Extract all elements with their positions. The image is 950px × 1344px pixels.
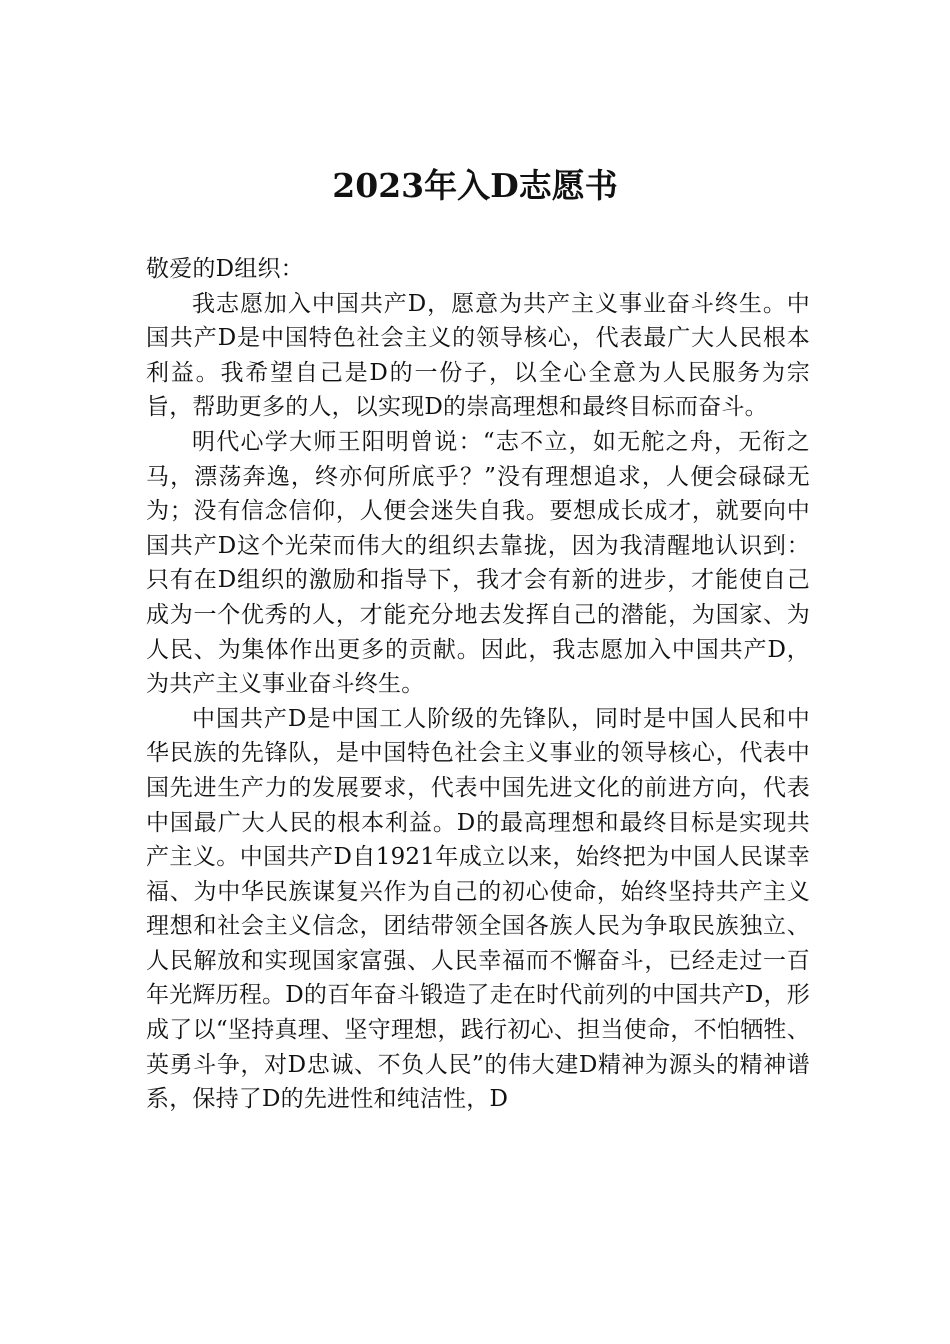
paragraph-2: 明代心学大师王阳明曾说：“志不立，如无舵之舟，无衔之马，漂荡奔逸，终亦何所底乎？”没有理想追求，人便会碌碌无为；没有信念信仰，人便会迷失自我。要想成长成才，就要向中国共产D这个光荣而伟大的组织去靠拢，因为我清醒地认识到：只有在D组织的激励和指导下，我才会有新的进步，才能使自己成为一个优秀的人，才能充分地去发挥自己的潜能，为国家、为人民、为集体作出更多的贡献。因此，我志愿加入中国共产D，为共产主义事业奋斗终生。 xyxy=(146,428,810,698)
document-title: 2023年入D志愿书 xyxy=(332,166,618,205)
document-body xyxy=(146,252,810,1117)
paragraph-3: 中国共产D是中国工人阶级的先锋队，同时是中国人民和中华民族的先锋队，是中国特色社会主义事业的领导核心，代表中国先进生产力的发展要求，代表中国先进文化的前进方向，代表中国最广大人民的根本利益。D的最高理想和最终目标是实现共产主义。中国共产D自1921年成立以来，始终把为中国人民谋幸福、为中华民族谋复兴作为自己的初心使命，始终坚持共产主义理想和社会主义信念，团结带领全国各族人民为争取民族独立、人民解放和实现国家富强、人民幸福而不懈奋斗，已经走过一百年光辉历程。D的百年奋斗锻造了走在时代前列的中国共产D，形成了以“坚持真理、坚守理想，践行初心、担当使命，不怕牺牲、英勇斗争，对D忠诚、不负人民”的伟大建D精神为源头的精神谱系，保持了D的先进性和纯洁性，D xyxy=(146,705,810,1113)
salutation: 敬爱的D组织： xyxy=(146,256,304,282)
paragraph-1: 我志愿加入中国共产D，愿意为共产主义事业奋斗终生。中国共产D是中国特色社会主义的领导核心，代表最广大人民根本利益。我希望自己是D的一份子，以全心全意为人民服务为宗旨，帮助更多的人，以实现D的崇高理想和最终目标而奋斗。 xyxy=(146,290,810,421)
